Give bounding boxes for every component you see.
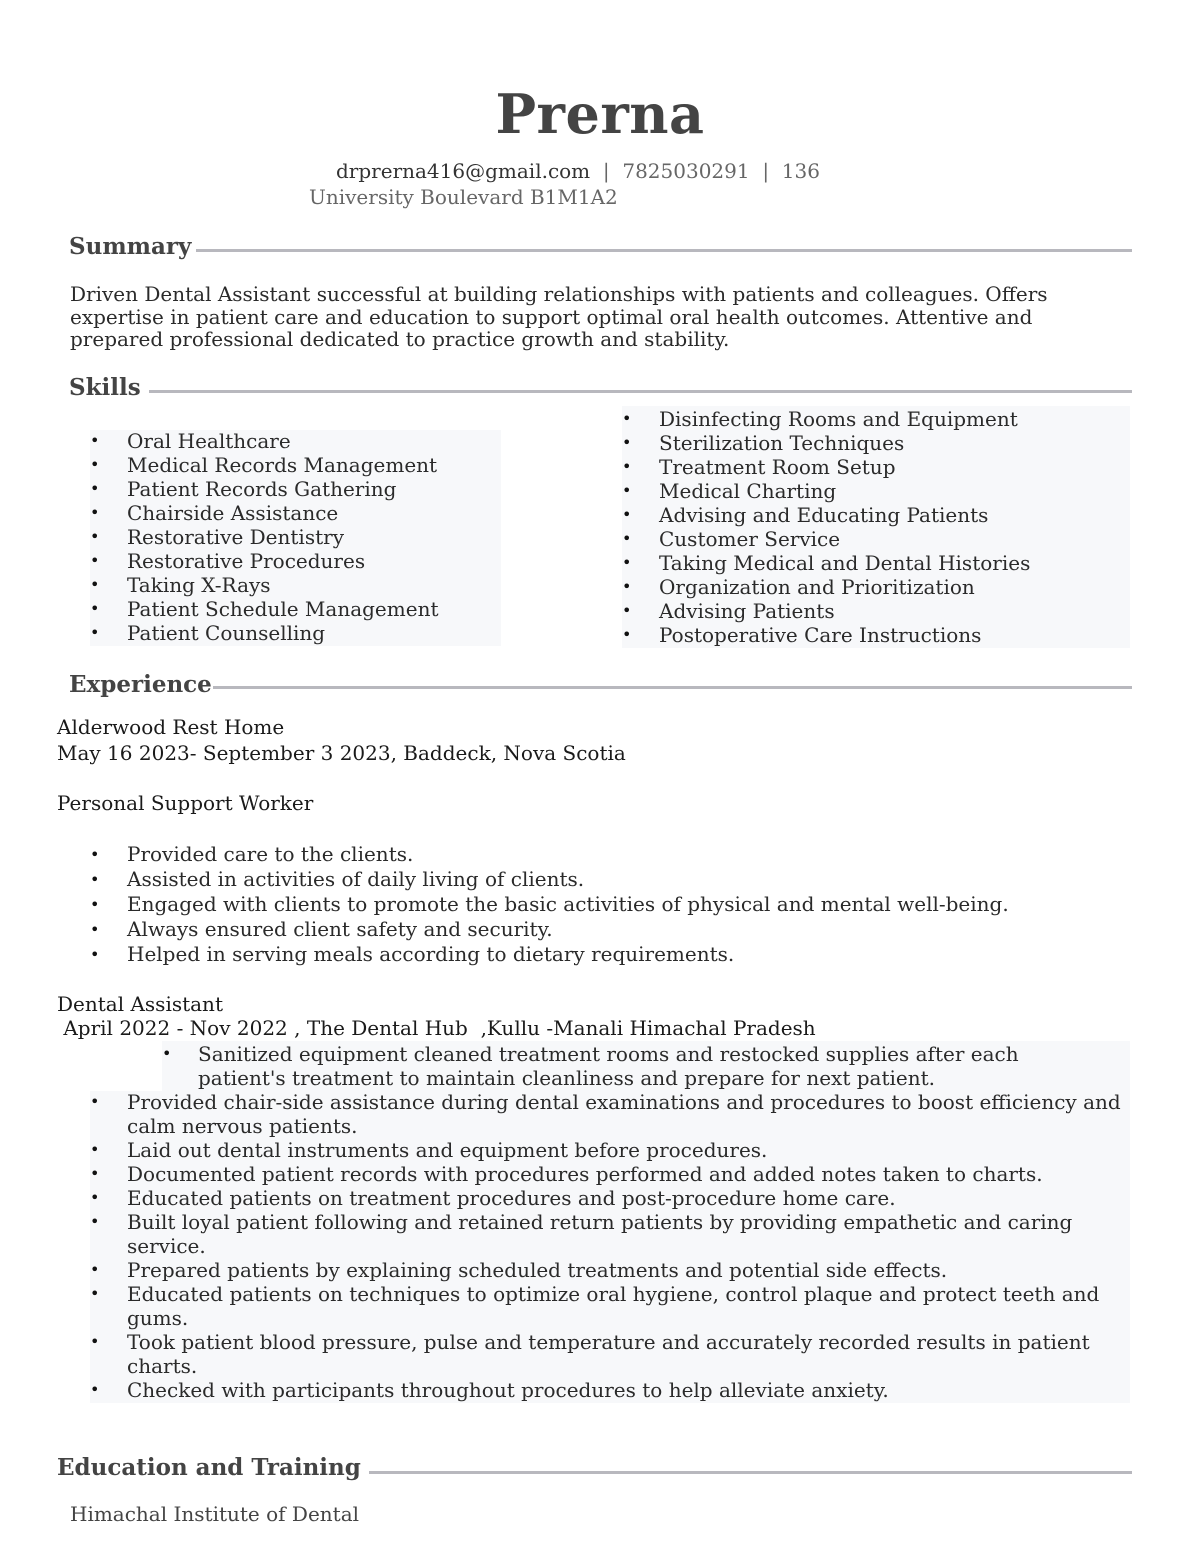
job2-title: Dental Assistant <box>57 992 223 1016</box>
address-number: 136 <box>781 159 820 183</box>
skill-item: • Oral Healthcare <box>90 429 291 453</box>
job2-duties <box>90 1090 1135 1402</box>
job1-employer: Alderwood Rest Home <box>57 715 285 739</box>
skill-item: • Taking Medical and Dental Histories <box>622 551 1031 575</box>
skills-heading: Skills <box>69 374 141 401</box>
education-institution: Himachal Institute of Dental <box>70 1502 360 1526</box>
skill-item: • Patient Schedule Management <box>90 597 439 621</box>
duty-item: • Prepared patients by explaining scheduled treatments and potential side effects. <box>90 1258 948 1282</box>
duty-item: • Documented patient records with procedures performed and added notes taken to charts. <box>90 1162 1043 1186</box>
duty-item: • Laid out dental instruments and equipment before procedures. <box>90 1138 768 1162</box>
job2-dates-location: April 2022 - Nov 2022 , The Dental Hub ,Kullu -Manali Himachal Pradesh <box>57 1016 816 1040</box>
duty-item: • Assisted in activities of daily living of clients. <box>90 867 585 891</box>
duty-item: • Provided chair-side assistance during dental examinations and procedures to boost efficiency and calm nervous patients. <box>90 1090 1121 1138</box>
skill-item: • Disinfecting Rooms and Equipment <box>622 407 1018 431</box>
summary-heading: Summary <box>69 233 192 260</box>
summary-line: expertise in patient care and education to support optimal oral health outcomes. Attentive and <box>70 304 1033 329</box>
duty-item: • Educated patients on treatment procedures and post-procedure home care. <box>90 1186 896 1210</box>
skill-item: • Customer Service <box>622 527 841 551</box>
skill-item: • Restorative Dentistry <box>90 525 344 549</box>
skill-item: • Patient Records Gathering <box>90 477 397 501</box>
skill-item: • Taking X-Rays <box>90 573 271 597</box>
skill-item: • Chairside Assistance <box>90 501 339 525</box>
address-line: University Boulevard B1M1A2 <box>309 185 618 209</box>
email: drprerna416@gmail.com <box>336 159 591 183</box>
job1-duties <box>90 842 1009 967</box>
job1-dates-location: May 16 2023- September 3 2023, Baddeck, Nova Scotia <box>57 741 626 765</box>
phone: 7825030291 <box>622 159 750 183</box>
duty-item: • Educated patients on techniques to optimize oral hygiene, control plaque and protect teeth and gums. <box>90 1282 1100 1330</box>
duty-item: • Took patient blood pressure, pulse and temperature and accurately recorded results in patient charts. <box>90 1330 1090 1378</box>
skill-item: • Medical Records Management <box>90 453 438 477</box>
duty-item: • Checked with participants throughout procedures to help alleviate anxiety. <box>90 1378 889 1402</box>
summary-line: Driven Dental Assistant successful at building relationships with patients and colleagues. Offers <box>70 282 1048 306</box>
summary-line: prepared professional dedicated to practice growth and stability. <box>70 327 730 351</box>
job2-indented-duty: • Sanitized equipment cleaned treatment rooms and restocked supplies after each patient's treatment to maintain cleanliness and prepare for next patient. <box>162 1042 1019 1090</box>
duty-item: • Built loyal patient following and retained return patients by providing empathetic and caring service. <box>90 1210 1073 1258</box>
section-divider <box>196 249 1132 252</box>
separator: | <box>762 159 770 183</box>
duty-item: • Helped in serving meals according to dietary requirements. <box>90 942 735 966</box>
job1-title: Personal Support Worker <box>57 791 314 815</box>
section-divider <box>149 390 1132 393</box>
education-heading: Education and Training <box>57 1454 361 1481</box>
skill-item: • Postoperative Care Instructions <box>622 623 982 647</box>
duty-item: • Engaged with clients to promote the basic activities of physical and mental well-being. <box>90 892 1009 916</box>
skill-item: • Patient Counselling <box>90 621 326 645</box>
summary-text <box>70 283 1120 351</box>
skills-list-left <box>90 429 438 645</box>
section-divider <box>369 1471 1132 1474</box>
contact-line <box>336 159 820 183</box>
skills-list-right <box>622 407 1030 647</box>
skill-item: • Advising and Educating Patients <box>622 503 989 527</box>
skill-item: • Advising Patients <box>622 599 835 623</box>
section-divider <box>213 686 1132 689</box>
skill-item: • Sterilization Techniques <box>622 431 905 455</box>
skill-item: • Restorative Procedures <box>90 549 366 573</box>
skill-item: • Treatment Room Setup <box>622 455 896 479</box>
candidate-name: Prerna <box>495 82 705 146</box>
duty-item: • Always ensured client safety and security. <box>90 917 553 941</box>
skill-item: • Organization and Prioritization <box>622 575 975 599</box>
skill-item: • Medical Charting <box>622 479 837 503</box>
experience-heading: Experience <box>69 671 212 698</box>
duty-item: • Provided care to the clients. <box>90 842 414 866</box>
separator: | <box>602 159 610 183</box>
